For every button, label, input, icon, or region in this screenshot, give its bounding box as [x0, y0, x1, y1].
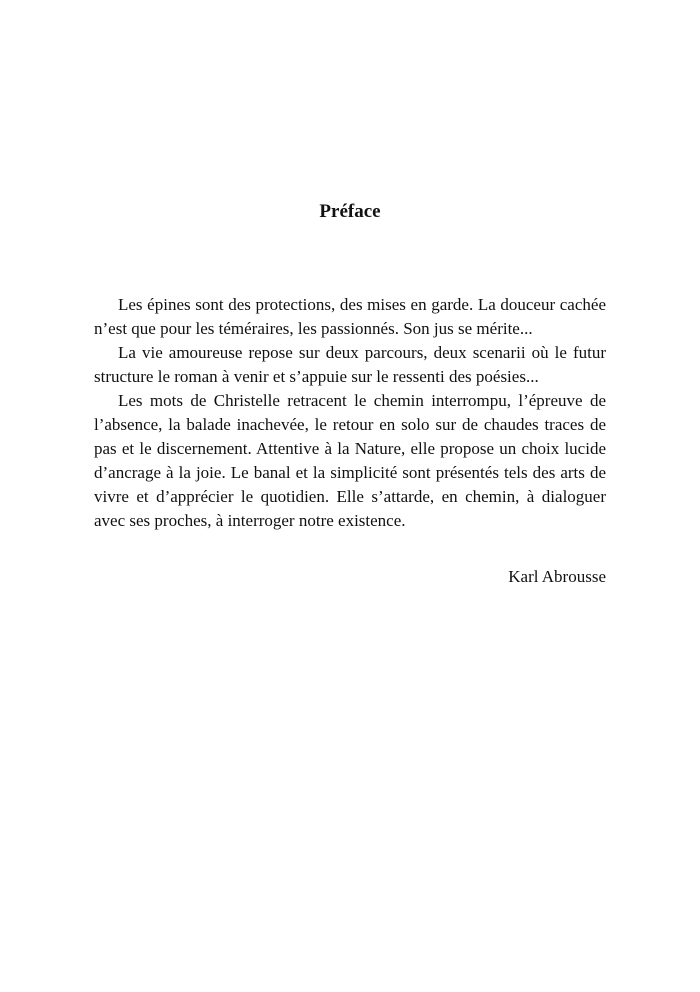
- paragraph-1: Les épines sont des protections, des mises en garde. La douceur cachée n’est que pour les téméraires, les passionnés. Son jus se mérite...: [94, 295, 606, 338]
- paragraph-3: Les mots de Christelle retracent le chemin interrompu, l’épreuve de l’absence, la balade inachevée, le retour en solo sur de chaudes traces de pas et le discernement. Attentive à la Nature, elle propose un choix lucide d’ancrage à la joie. Le banal et la simplicité sont présentés tels des arts de vivre et d’apprécier le quotidien. Elle s’attarde, en chemin, à dialoguer avec ses proches, à interroger notre existence.: [94, 391, 606, 530]
- author-signature: Karl Abrousse: [508, 567, 606, 586]
- preface-body: [94, 293, 606, 533]
- page-title: Préface: [319, 201, 381, 222]
- paragraph-2: La vie amoureuse repose sur deux parcours, deux scenarii où le futur structure le roman à venir et s’appuie sur le ressenti des poésies...: [94, 343, 606, 386]
